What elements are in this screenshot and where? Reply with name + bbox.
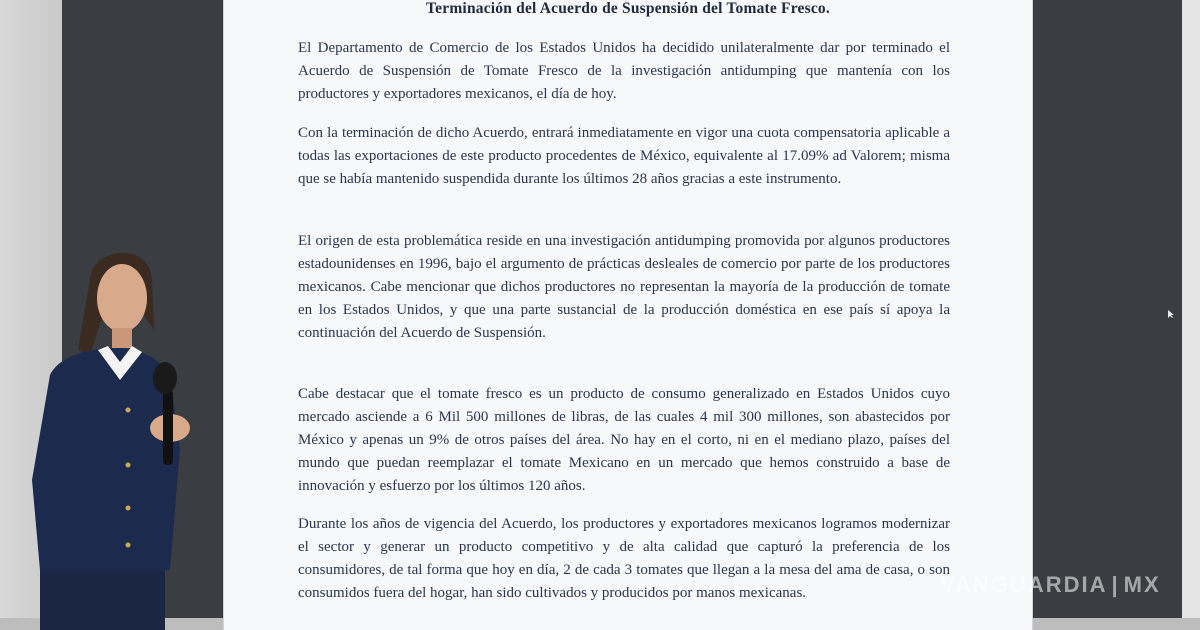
document-title: Terminación del Acuerdo de Suspensión del Tomate Fresco.: [426, 0, 830, 17]
document-paragraph-1: El Departamento de Comercio de los Estados Unidos ha decidido unilateralmente dar por terminado el Acuerdo de Suspensión de Tomate Fresco de la investigación antidumping que mantenía con los productores y exportadores mexicanos, el día de hoy.: [298, 40, 950, 102]
watermark-suffix: MX: [1123, 572, 1161, 597]
mouse-cursor-icon: [1168, 310, 1174, 318]
watermark-brand: VANGUARDIA: [940, 572, 1108, 597]
presenter-face: [97, 264, 147, 332]
document-paragraph-2: Con la terminación de dicho Acuerdo, entrará inmediatamente en vigor una cuota compensatoria aplicable a todas las exportaciones de este producto procedentes de México, equivalente al 17.09% ad Valorem; misma que se había mantenido suspendida durante los últimos 28 años gracias a este instrumento.: [298, 125, 950, 187]
microphone-handle: [163, 390, 173, 465]
right-wall: [1182, 0, 1200, 630]
presenter-neck: [112, 328, 132, 348]
document-paragraph-3: El origen de esta problemática reside en una investigación antidumping promovida por algunos productores estadounidenses en 1996, bajo el argumento de prácticas desleales de comercio por parte de los productores mexicanos. Cabe mencionar que dichos productores no representan la mayoría de la producción de tomate en los Estados Unidos, y que una parte sustancial de la producción doméstica en ese país sí apoya la continuación del Acuerdo de Suspensión.: [298, 233, 950, 341]
watermark-logo: VANGUARDIA | MX: [940, 572, 1161, 597]
presenter-figure: [20, 240, 200, 630]
document-paragraph-5: Durante los años de vigencia del Acuerdo, los productores y exportadores mexicanos logramos modernizar el sector y generar un producto competitivo y de alta calidad que capturó la preferencia de los consumidores, de tal forma que hoy en día, 2 de cada 3 tomates que llegan a la mesa del ama de casa, o son consumidos fuera del hogar, han sido cultivados y producidos por manos mexicanas.: [298, 516, 950, 601]
document-paragraph-4: Cabe destacar que el tomate fresco es un producto de consumo generalizado en Estados Unidos cuyo mercado asciende a 6 Mil 500 millones de libras, de las cuales 4 mil 300 millones, son abastecidos por México y apenas un 9% de otros países del área. No hay en el corto, ni en el mediano plazo, países del mundo que puedan reemplazar el tomate Mexicano en un mercado que hemos construido a base de innovación y esfuerzo por los últimos 120 años.: [298, 386, 950, 494]
projected-document: [224, 0, 1032, 630]
presenter-skirt: [40, 570, 165, 630]
microphone-head: [153, 362, 177, 394]
